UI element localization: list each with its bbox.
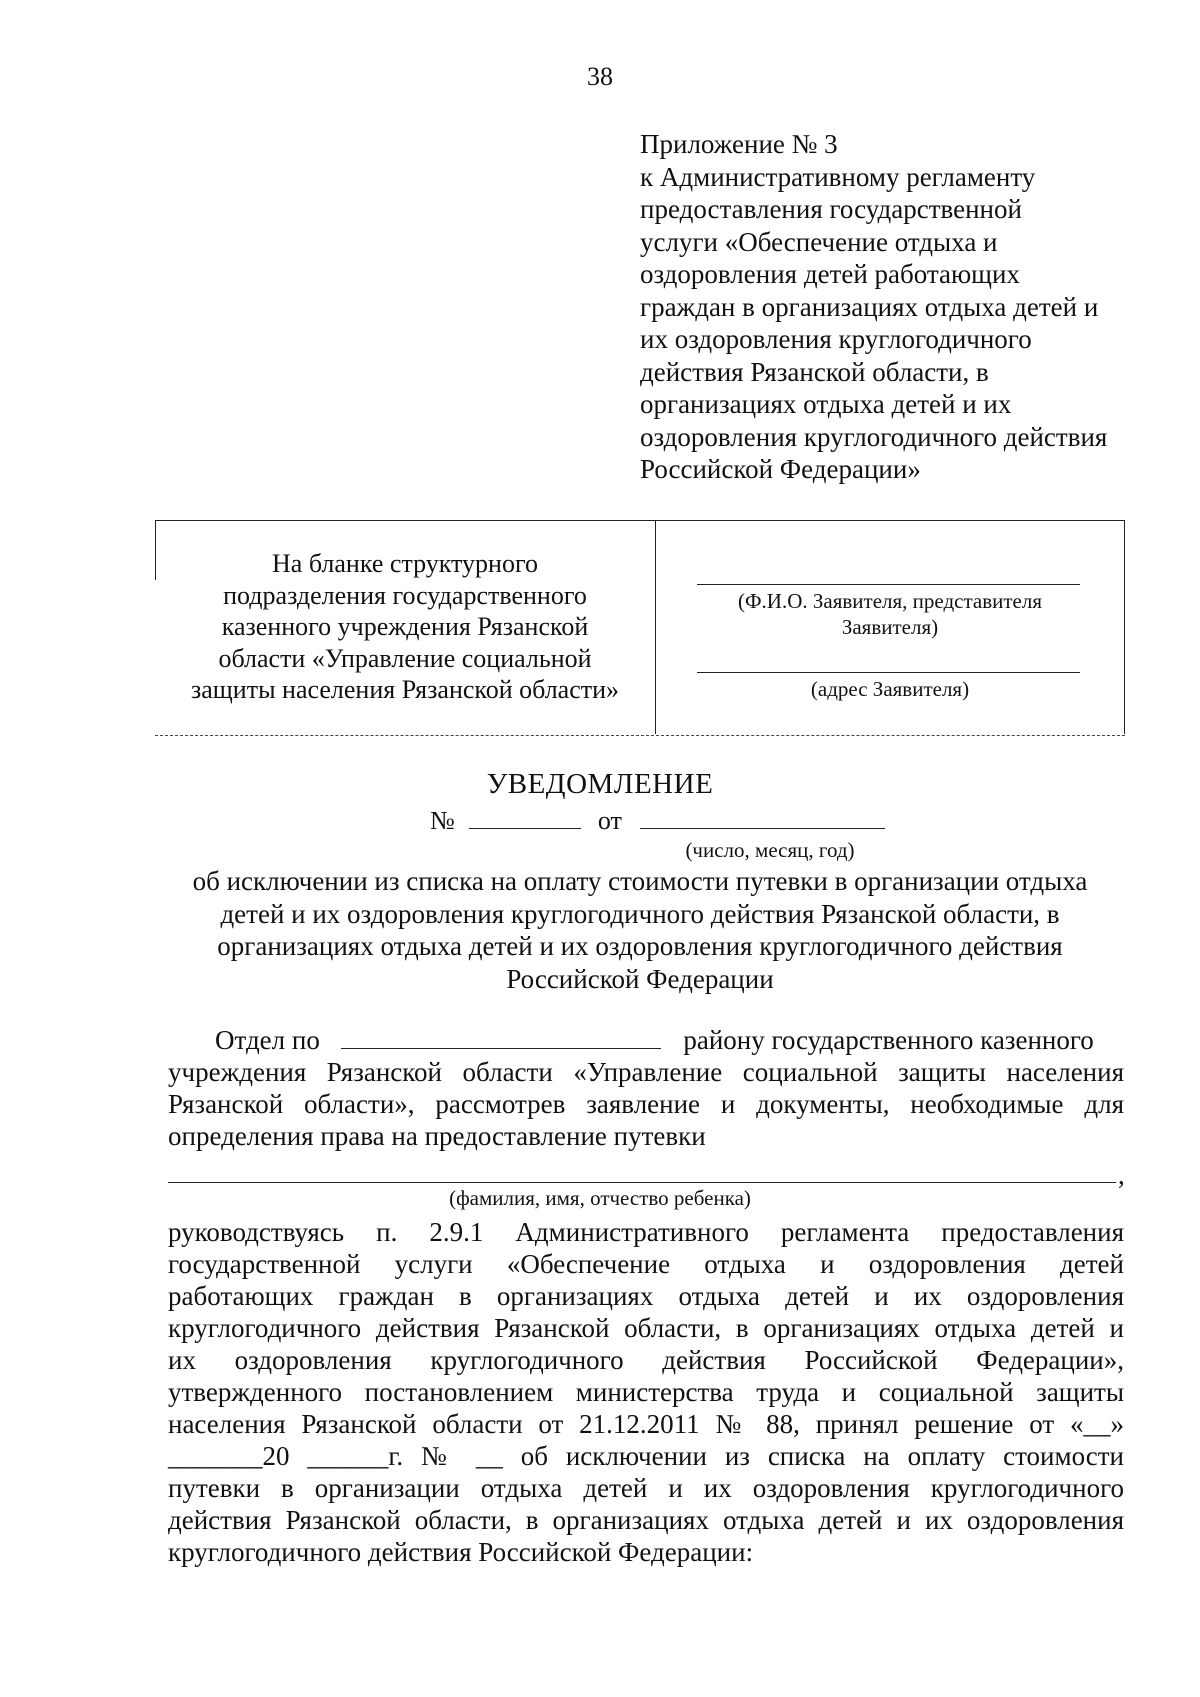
department-label: Отдел по bbox=[215, 1025, 320, 1055]
letterhead-line: защиты населения Рязанской области» bbox=[190, 675, 620, 704]
header-table-right-edge bbox=[1124, 520, 1125, 734]
body-line: работающих граждан в организациях отдыха детей и их оздоровления bbox=[168, 1281, 1124, 1311]
number-label: № bbox=[430, 806, 455, 835]
child-comma: , bbox=[1118, 1160, 1125, 1190]
decision-date-line: _______20 ______г. № __ об исключении из списка на оплату стоимости bbox=[168, 1441, 1124, 1471]
appendix-line: их оздоровления круглогодичного bbox=[640, 324, 1032, 354]
appendix-reference bbox=[640, 128, 1170, 486]
applicant-name-field[interactable] bbox=[697, 584, 1080, 585]
body-line: руководствуясь п. 2.9.1 Административного регламента предоставления bbox=[168, 1217, 1124, 1247]
date-caption: (число, месяц, год) bbox=[685, 838, 855, 862]
caption-line: (Ф.И.О. Заявителя, представителя bbox=[737, 589, 1043, 613]
page-number: 38 bbox=[587, 62, 613, 91]
appendix-line: предоставления государственной bbox=[640, 194, 1022, 224]
letterhead-line: подразделения государственного bbox=[223, 580, 587, 610]
appendix-line: к Административному регламенту bbox=[640, 161, 1036, 192]
appendix-line: действия Рязанской области, в bbox=[640, 356, 989, 387]
applicant-address-field[interactable] bbox=[697, 672, 1080, 673]
notice-date-field[interactable] bbox=[640, 806, 885, 829]
caption-line: Заявителя) bbox=[841, 615, 939, 639]
appendix-line: Российской Федерации» bbox=[640, 454, 921, 484]
department-line-end: району государственного казенного bbox=[683, 1025, 1094, 1055]
appendix-line: оздоровления круглогодичного действия bbox=[640, 421, 1108, 452]
appendix-line: организациях отдыха детей и их bbox=[640, 389, 1012, 419]
body-line: их оздоровления круглогодичного действия Российской Федерации», bbox=[168, 1345, 1124, 1375]
subject-line: об исключении из списка на оплату стоимости путевки в организации отдыха bbox=[192, 866, 1088, 896]
notice-subject bbox=[160, 865, 1120, 995]
letterhead-note bbox=[160, 548, 650, 706]
appendix-line: услуги «Обеспечение отдыха и bbox=[640, 226, 998, 257]
notice-number-field[interactable] bbox=[469, 806, 581, 829]
applicant-name-caption bbox=[670, 588, 1110, 640]
notice-number-row bbox=[430, 806, 1030, 838]
child-name-caption: (фамилия, имя, отчество ребенка) bbox=[449, 1186, 751, 1210]
department-line bbox=[215, 1024, 1124, 1056]
letterhead-line: казенного учреждения Рязанской bbox=[221, 612, 589, 641]
header-table-divider bbox=[655, 520, 656, 734]
notice-title: УВЕДОМЛЕНИЕ bbox=[486, 768, 714, 800]
header-table-left-edge bbox=[155, 520, 156, 580]
child-name-field[interactable] bbox=[168, 1182, 1116, 1183]
body-line: учреждения Рязанской области «Управление социальной защиты населения bbox=[168, 1057, 1124, 1087]
subject-line: организациях отдыха детей и их оздоровления круглогодичного действия bbox=[217, 931, 1063, 961]
letterhead-line: На бланке структурного bbox=[272, 549, 538, 578]
subject-line: Российской Федерации bbox=[506, 963, 774, 994]
body-line: населения Рязанской области от 21.12.2011 № 88, принял решение от «__» bbox=[168, 1409, 1124, 1439]
body-line: путевки в организации отдыха детей и их оздоровления круглогодичного bbox=[168, 1473, 1124, 1503]
appendix-line: оздоровления детей работающих bbox=[640, 259, 1020, 289]
district-field[interactable] bbox=[341, 1026, 661, 1049]
from-label: от bbox=[597, 806, 622, 835]
body-line: круглогодичного действия Российской Федерации: bbox=[168, 1537, 754, 1567]
body-line: Рязанской области», рассмотрев заявление и документы, необходимые для bbox=[168, 1089, 1124, 1119]
body-line: государственной услуги «Обеспечение отдыха и оздоровления детей bbox=[168, 1249, 1124, 1279]
body-line: круглогодичного действия Рязанской области, в организациях отдыха детей и bbox=[168, 1313, 1124, 1343]
letterhead-line: области «Управление социальной bbox=[218, 643, 592, 673]
body-line: утвержденного постановлением министерства труда и социальной защиты bbox=[168, 1377, 1124, 1407]
body-line: определения права на предоставление путевки bbox=[168, 1121, 706, 1151]
subject-line: детей и их оздоровления круглогодичного действия Рязанской области, в bbox=[220, 898, 1060, 929]
body-line: действия Рязанской области, в организациях отдыха детей и их оздоровления bbox=[168, 1505, 1124, 1535]
appendix-line: Приложение № 3 bbox=[640, 129, 838, 159]
appendix-line: граждан в организациях отдыха детей и bbox=[640, 291, 1099, 322]
applicant-address-caption: (адрес Заявителя) bbox=[810, 677, 970, 701]
